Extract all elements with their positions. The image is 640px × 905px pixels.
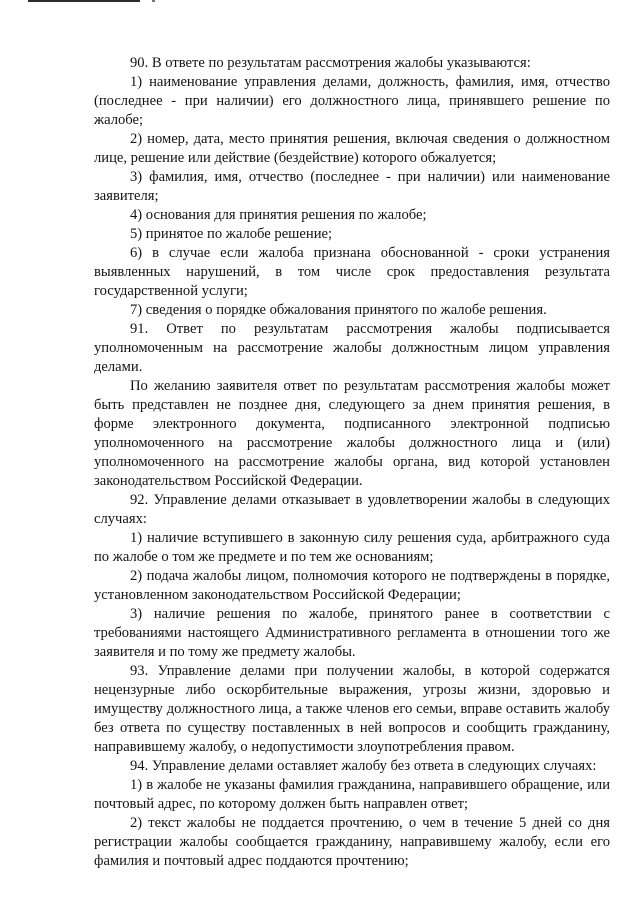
paragraph-90-item-7: 7) сведения о порядке обжалования принятого по жалобе решения. <box>130 302 547 318</box>
paragraph-94-item-2: 2) текст жалобы не поддается прочтению, о чем в течение 5 дней со дня регистрации жалобы сообщается гражданину, направившему жалобу, если его фамилия и почтовый адрес поддаются прочтению; <box>94 815 610 869</box>
paragraph-91: 91. Ответ по результатам рассмотрения жалобы подписывается уполномоченным на рассмотрение жалобы должностным лицом управления делами. <box>94 321 610 375</box>
paragraph-90-item-6: 6) в случае если жалоба признана обоснованной - сроки устранения выявленных нарушений, в том числе срок предоставления результата государственной услуги; <box>94 245 610 299</box>
paragraph-90-item-2: 2) номер, дата, место принятия решения, включая сведения о должностном лице, решение или действие (бездействие) которого обжалуется; <box>94 131 610 166</box>
scan-edge-dot <box>152 0 155 2</box>
paragraph-91-electronic: По желанию заявителя ответ по результатам рассмотрения жалобы может быть представлен не позднее дня, следующего за днем принятия решения, в форме электронного документа, подписанного электронной подписью уполномоченного на рассмотрение жалобы должностного лица и (или) уполномоченного на рассмотрение жалобы органа, вид которой установлен законодательством Российской Федерации. <box>94 378 610 489</box>
paragraph-90-item-3: 3) фамилия, имя, отчество (последнее - при наличии) или наименование заявителя; <box>94 169 610 204</box>
paragraph-94-intro: 94. Управление делами оставляет жалобу без ответа в следующих случаях: <box>130 758 597 774</box>
paragraph-90-item-5: 5) принятое по жалобе решение; <box>130 226 333 242</box>
paragraph-90-intro: 90. В ответе по результатам рассмотрения жалобы указываются: <box>130 55 531 71</box>
paragraph-92-item-3: 3) наличие решения по жалобе, принятого ранее в соответствии с требованиями настоящего Административного регламента в отношении того же заявителя и по тому же предмету жалобы. <box>94 606 610 660</box>
scan-edge-mark <box>28 0 140 2</box>
paragraph-92-intro: 92. Управление делами отказывает в удовлетворении жалобы в следующих случаях: <box>94 492 610 527</box>
document-body <box>94 54 610 871</box>
paragraph-93: 93. Управление делами при получении жалобы, в которой содержатся нецензурные либо оскорбительные выражения, угрозы жизни, здоровью и имуществу должностного лица, а также членов его семьи, вправе оставить жалобу без ответа по существу поставленных в ней вопросов и сообщить гражданину, направившему жалобу, о недопустимости злоупотребления правом. <box>94 663 610 755</box>
paragraph-90-item-4: 4) основания для принятия решения по жалобе; <box>130 207 427 223</box>
paragraph-94-item-1: 1) в жалобе не указаны фамилия гражданина, направившего обращение, или почтовый адрес, по которому должен быть направлен ответ; <box>94 777 610 812</box>
paragraph-90-item-1: 1) наименование управления делами, должность, фамилия, имя, отчество (последнее - при наличии) его должностного лица, принявшего решение по жалобе; <box>94 74 610 128</box>
paragraph-92-item-1: 1) наличие вступившего в законную силу решения суда, арбитражного суда по жалобе о том же предмете и по тем же основаниям; <box>94 530 610 565</box>
paragraph-92-item-2: 2) подача жалобы лицом, полномочия которого не подтверждены в порядке, установленном законодательством Российской Федерации; <box>94 568 610 603</box>
